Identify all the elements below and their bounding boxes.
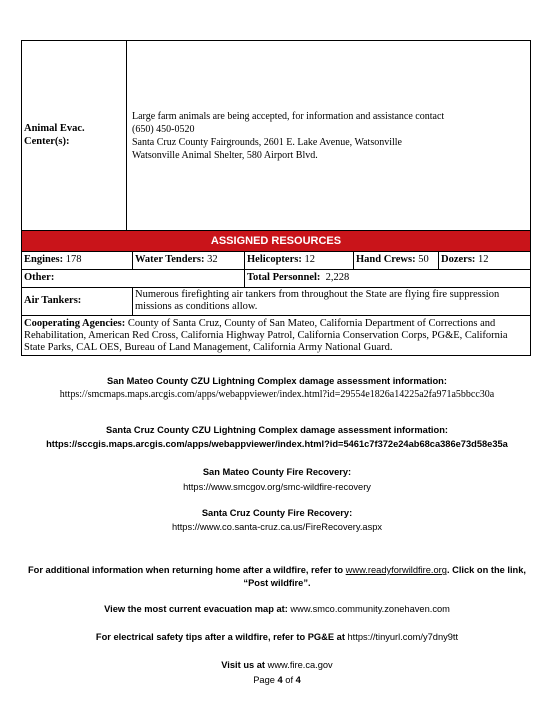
cooperating-agencies-row	[22, 315, 530, 355]
evacuation-map-text	[0, 604, 554, 614]
dozers-cell	[438, 252, 530, 269]
engines-cell	[22, 252, 132, 269]
hand-crews-label: Hand Crews:	[356, 254, 416, 266]
total-personnel-label: Total Personnel:	[247, 272, 321, 284]
air-tankers-row	[22, 287, 530, 315]
animal-evac-line: Watsonville Animal Shelter, 580 Airport Blvd.	[132, 149, 318, 161]
scz-damage-heading: Santa Cruz County CZU Lightning Complex damage assessment information:	[106, 425, 448, 435]
additional-info-post: . Click on the link, “Post wildfire”.	[243, 565, 526, 588]
cooperating-agencies-cell	[22, 316, 530, 355]
water-tenders-value: 32	[207, 254, 218, 266]
animal-evac-line: Large farm animals are being accepted, for information and assistance contact	[132, 110, 445, 122]
electrical-safety-pre: For electrical safety tips after a wildfire, refer to PG&E at	[95, 632, 348, 642]
readyforwildfire-link[interactable]: www.readyforwildfire.org	[345, 565, 447, 575]
total-personnel-value: 2,228	[325, 272, 350, 284]
additional-info-text	[22, 564, 532, 590]
animal-evac-label: Animal Evac. Center(s):	[24, 123, 85, 147]
engines-label: Engines:	[24, 254, 64, 266]
smc-recovery-link[interactable]: https://www.smcgov.org/smc-wildfire-recovery	[183, 482, 371, 492]
additional-info-pre: For additional information when returning home after a wildfire, refer to	[28, 565, 346, 575]
helicopters-value: 12	[304, 254, 315, 266]
electrical-safety-text	[0, 632, 554, 642]
air-tankers-text: Numerous firefighting air tankers from throughout the State are flying fire suppression missions as conditions allow.	[132, 288, 530, 315]
helicopters-label: Helicopters:	[247, 254, 302, 266]
water-tenders-label: Water Tenders:	[135, 254, 205, 266]
other-row	[22, 269, 530, 287]
scz-recovery-heading: Santa Cruz County Fire Recovery:	[201, 508, 353, 518]
zonehaven-link[interactable]: www.smco.community.zonehaven.com	[290, 604, 450, 614]
engines-value: 178	[65, 254, 82, 266]
page-number	[0, 675, 554, 685]
page-prefix: Page	[253, 675, 278, 685]
animal-evac-row	[22, 41, 530, 230]
water-tenders-cell	[132, 252, 244, 269]
hand-crews-value: 50	[418, 254, 429, 266]
page-of: of	[282, 675, 296, 685]
pge-tinyurl-link[interactable]: https://tinyurl.com/y7dny9tt	[347, 632, 459, 642]
incident-table	[21, 40, 531, 356]
scz-damage-link[interactable]: https://sccgis.maps.arcgis.com/apps/webappviewer/index.html?id=5461c7f372e24ab68ca386e73d58e35a	[46, 439, 508, 449]
smc-damage-link[interactable]: https://smcmaps.maps.arcgis.com/apps/webappviewer/index.html?id=29554e1826a14225a2fa971a5bbcc30a	[59, 389, 495, 400]
helicopters-cell	[244, 252, 353, 269]
fire-ca-gov-link[interactable]: www.fire.ca.gov	[267, 660, 333, 670]
animal-evac-details	[126, 41, 530, 230]
smc-recovery-heading: San Mateo County Fire Recovery:	[202, 467, 352, 477]
scz-recovery-link[interactable]: https://www.co.santa-cruz.ca.us/FireRecovery.aspx	[171, 522, 383, 532]
animal-evac-line: Santa Cruz County Fairgrounds, 2601 E. Lake Avenue, Watsonville	[132, 136, 402, 148]
evacuation-map-pre: View the most current evacuation map at:	[104, 604, 291, 614]
visit-us-text	[0, 660, 554, 670]
resources-row	[22, 251, 530, 269]
other-label: Other:	[24, 272, 55, 284]
cooperating-agencies-label: Cooperating Agencies:	[24, 318, 126, 329]
dozers-label: Dozers:	[441, 254, 476, 266]
air-tankers-label-cell	[22, 288, 132, 315]
air-tankers-label: Air Tankers:	[24, 295, 82, 307]
page-total: 4	[295, 675, 301, 685]
visit-us-pre: Visit us at	[221, 660, 268, 670]
total-personnel-cell	[244, 270, 530, 287]
hand-crews-cell	[353, 252, 438, 269]
other-cell	[22, 270, 244, 287]
dozers-value: 12	[478, 254, 489, 266]
smc-damage-heading: San Mateo County CZU Lightning Complex damage assessment information:	[107, 376, 447, 386]
page-current: 4	[277, 675, 283, 685]
cooperating-agencies-text: County of Santa Cruz, County of San Mateo, California Department of Corrections and Rehabilitation, American Red Cross, California Highway Patrol, California Conservation Corps, PG&E, California State Parks, CAL OES, Bureau of Land Management, California Army National Guard.	[24, 318, 508, 353]
assigned-resources-banner: ASSIGNED RESOURCES	[22, 230, 530, 251]
animal-evac-line: (650) 450-0520	[132, 123, 195, 135]
